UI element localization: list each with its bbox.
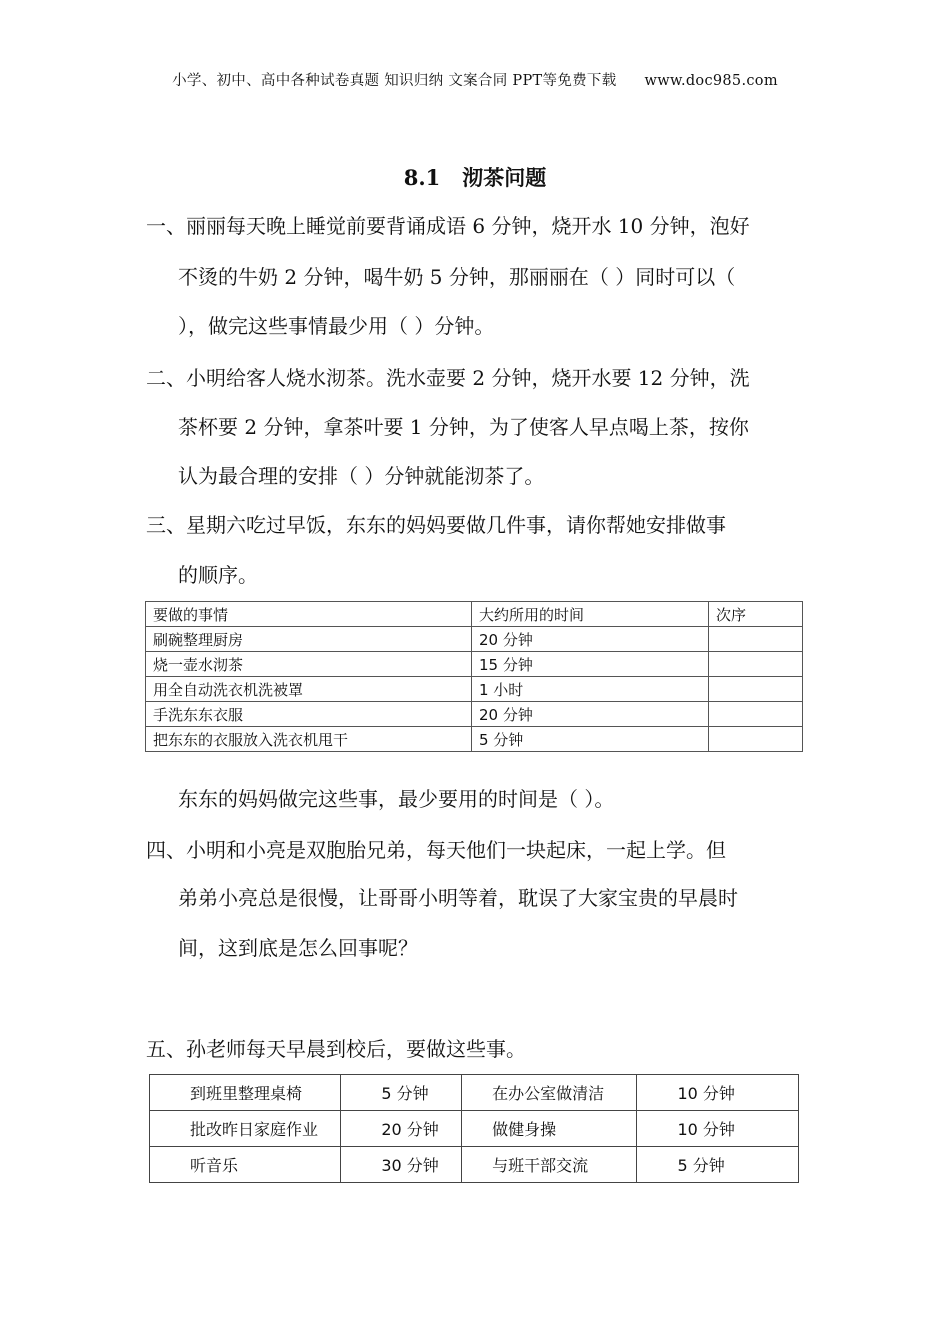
page-title: [0, 162, 950, 192]
task-time: 30 分钟: [381, 1156, 439, 1175]
table-header-cell: 要做的事情: [146, 602, 472, 627]
q2-line1: 二、小明给客人烧水沏茶。洗水壶要 2 分钟，烧开水要 12 分钟，洗: [146, 366, 750, 390]
table-header-row: [146, 602, 803, 627]
task-time: 10 分钟: [677, 1120, 735, 1139]
table-row: [146, 727, 803, 752]
task-name: 在办公室做清洁: [492, 1084, 605, 1103]
title-text: 沏茶问题: [462, 165, 547, 190]
q1-line2: 不烫的牛奶 2 分钟，喝牛奶 5 分钟，那丽丽在（ ）同时可以（: [178, 265, 736, 289]
task-time: 5 分钟: [677, 1156, 725, 1175]
q4-line1: 四、小明和小亮是双胞胎兄弟，每天他们一块起床，一起上学。但: [146, 838, 726, 862]
table-row: [146, 627, 803, 652]
q4-line2: 弟弟小亮总是很慢，让哥哥小明等着，耽误了大家宝贵的早晨时: [178, 886, 738, 910]
task-name: 批改昨日家庭作业: [190, 1120, 319, 1139]
q5-line1: 五、孙老师每天早晨到校后，要做这些事。: [146, 1037, 526, 1061]
task-name: 做健身操: [492, 1120, 557, 1139]
table-header-cell: 次序: [709, 602, 803, 627]
q2-line2: 茶杯要 2 分钟，拿茶叶要 1 分钟，为了使客人早点喝上茶，按你: [178, 415, 749, 439]
table-row: [150, 1075, 799, 1111]
table-row: [146, 652, 803, 677]
table-cell: 烧一壶水沏茶: [146, 652, 472, 677]
order-cell: [709, 702, 803, 727]
order-cell: [709, 627, 803, 652]
page-header: [0, 69, 950, 90]
header-text: 小学、初中、高中各种试卷真题 知识归纳 文案合同 PPT等免费下载: [172, 73, 617, 89]
table-cell: 5 分钟: [472, 727, 709, 752]
q1-line1: 一、丽丽每天晚上睡觉前要背诵成语 6 分钟，烧开水 10 分钟，泡好: [146, 214, 750, 238]
table-header-cell: 大约所用的时间: [472, 602, 709, 627]
task-time: 5 分钟: [381, 1084, 429, 1103]
chores-table: [145, 601, 803, 752]
q2-line3: 认为最合理的安排（ ）分钟就能沏茶了。: [178, 464, 545, 488]
task-name: 听音乐: [190, 1156, 239, 1175]
q1-line3: ），做完这些事情最少用（ ）分钟。: [178, 314, 495, 338]
q4-line3: 间，这到底是怎么回事呢？: [178, 936, 418, 960]
table-cell: 用全自动洗衣机洗被罩: [146, 677, 472, 702]
table-row: [146, 677, 803, 702]
task-name: 与班干部交流: [492, 1156, 589, 1175]
table-cell: 20 分钟: [472, 702, 709, 727]
task-time: 20 分钟: [381, 1120, 439, 1139]
order-cell: [709, 677, 803, 702]
table-cell: 15 分钟: [472, 652, 709, 677]
q3-line1: 三、星期六吃过早饭，东东的妈妈要做几件事，请你帮她安排做事: [146, 513, 726, 537]
order-cell: [709, 652, 803, 677]
teacher-tasks-table: [149, 1074, 799, 1183]
table-cell: 20 分钟: [472, 627, 709, 652]
task-name: 到班里整理桌椅: [190, 1084, 303, 1103]
table-cell: 1 小时: [472, 677, 709, 702]
q3-line2: 的顺序。: [178, 563, 258, 587]
table-row: [150, 1111, 799, 1147]
table-cell: 把东东的衣服放入洗衣机甩干: [146, 727, 472, 752]
table-row: [146, 702, 803, 727]
q3-after: 东东的妈妈做完这些事，最少要用的时间是（ ）。: [178, 787, 615, 811]
table-cell: 刷碗整理厨房: [146, 627, 472, 652]
table-cell: 手洗东东衣服: [146, 702, 472, 727]
table-row: [150, 1147, 799, 1183]
order-cell: [709, 727, 803, 752]
task-time: 10 分钟: [677, 1084, 735, 1103]
header-site: www.doc985.com: [644, 73, 778, 89]
title-number: 8.1: [403, 165, 441, 190]
